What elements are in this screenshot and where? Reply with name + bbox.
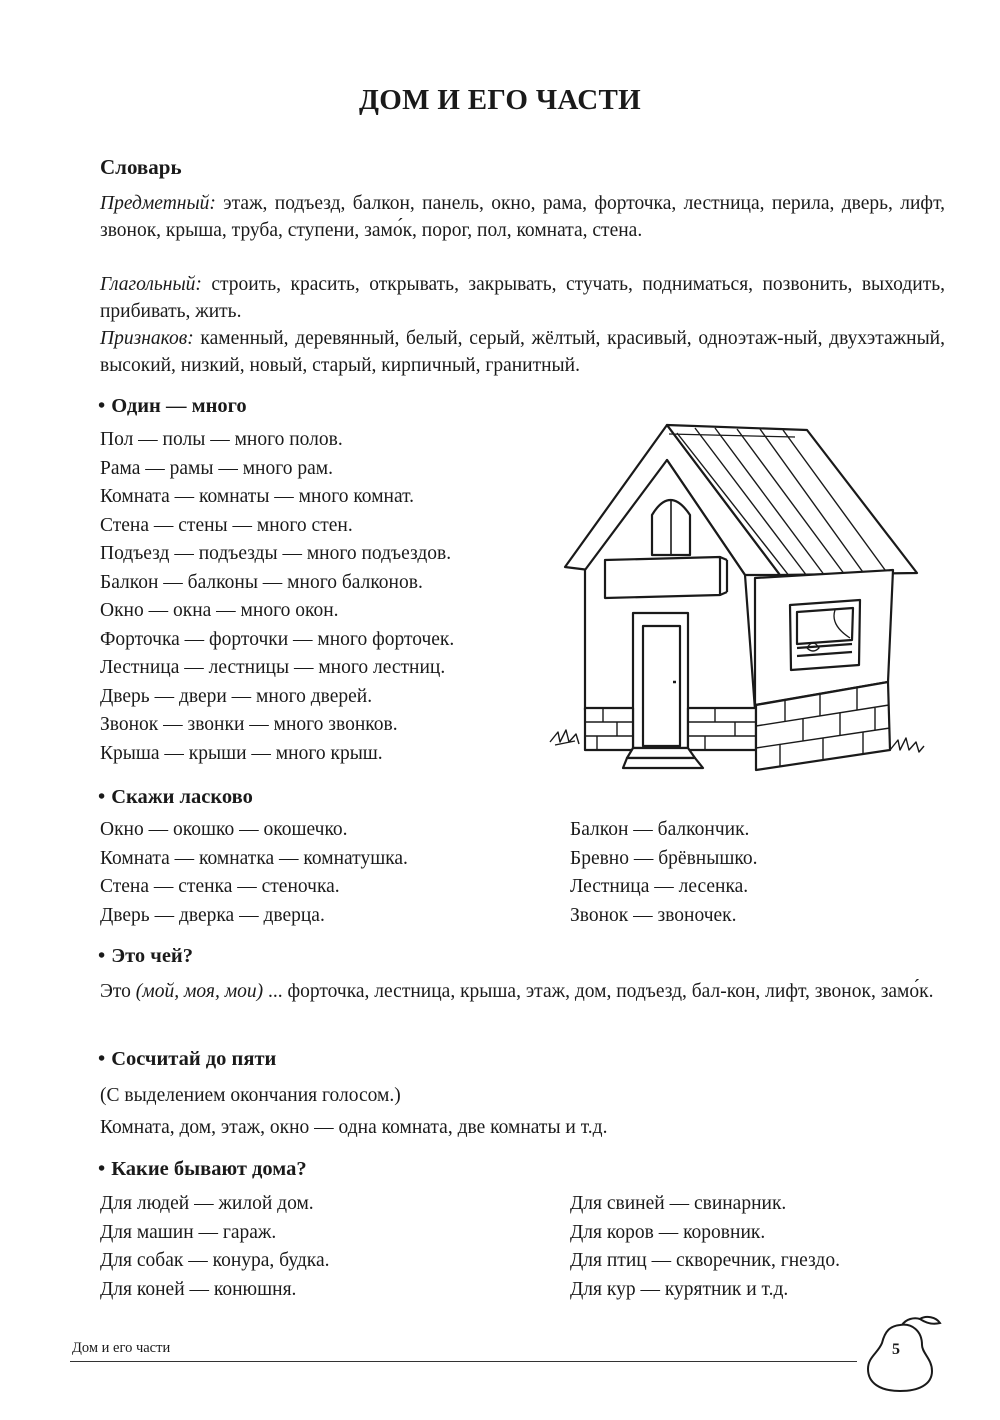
list-item: Для коров — коровник.: [570, 1221, 766, 1243]
affectionate-left: [100, 816, 408, 930]
vocab-heading: Словарь: [100, 155, 182, 179]
list-item: Для коней — конюшня.: [100, 1278, 297, 1300]
count-heading: • Сосчитай до пяти: [98, 1048, 277, 1070]
one-many-heading: • Один — много: [98, 395, 247, 417]
list-item: Дверь — двери — много дверей.: [100, 685, 373, 707]
vocab-attr-text: каменный, деревянный, белый, серый, жёлтый, красивый, одноэтаж-ный, двухэтажный, высокий, низкий, новый, старый, кирпичный, гранитный.: [100, 328, 945, 376]
vocab-subject: [100, 190, 945, 244]
list-item: Лестница — лестницы — много лестниц.: [100, 657, 446, 678]
list-item: Для кур — курятник и т.д.: [570, 1278, 789, 1300]
list-item: Пол — полы — много полов.: [100, 429, 343, 450]
list-item: Окно — окна — много окон.: [100, 600, 339, 621]
houses-left: [100, 1190, 330, 1304]
list-item: Звонок — звонки — много звонков.: [100, 714, 398, 735]
footer-divider: [70, 1361, 857, 1362]
list-item: Комната — комнатка — комнатушка.: [100, 847, 408, 869]
vocab-subject-label: Предметный:: [100, 193, 216, 214]
list-item: Подъезд — подъезды — много подъездов.: [100, 543, 452, 564]
vocab-verb-label: Глагольный:: [100, 274, 202, 295]
list-item: Балкон — балконы — много балконов.: [100, 571, 423, 593]
whose-heading: • Это чей?: [98, 945, 193, 967]
houses-heading: • Какие бывают дома?: [98, 1158, 307, 1180]
house-illustration: [545, 420, 945, 800]
list-item: Окно — окошко — окошечко.: [100, 819, 348, 840]
list-item: Стена — стены — много стен.: [100, 514, 353, 536]
list-item: Звонок — звоночек.: [570, 904, 737, 926]
list-item: Комната — комнаты — много комнат.: [100, 486, 415, 507]
vocab-verb-text: строить, красить, открывать, закрывать, стучать, подниматься, позвонить, выходить, прибивать, жить.: [100, 274, 945, 322]
list-item: Для собак — конура, будка.: [100, 1250, 330, 1271]
list-item: Лестница — лесенка.: [570, 876, 749, 897]
vocab-verb: [100, 271, 945, 325]
vocab-attr-label: Признаков:: [100, 328, 194, 349]
houses-right: [570, 1190, 840, 1304]
list-item: Для птиц — скворечник, гнездо.: [570, 1250, 840, 1271]
list-item: Крыша — крыши — много крыш.: [100, 742, 383, 764]
list-item: Балкон — балкончик.: [570, 819, 750, 840]
vocab-subject-text: этаж, подъезд, балкон, панель, окно, рама, форточка, лестница, перила, дверь, лифт, звонок, крыша, труба, ступени, замо́к, порог, пол, комната, стена.: [100, 193, 945, 241]
list-item: Стена — стенка — стеночка.: [100, 876, 340, 897]
list-item: Дверь — дверка — дверца.: [100, 904, 325, 926]
affectionate-right: [570, 816, 757, 930]
list-item: Рама — рамы — много рам.: [100, 457, 333, 479]
count-text: Комната, дом, этаж, окно — одна комната, две комнаты и т.д.: [100, 1117, 608, 1138]
count-note: (С выделением окончания голосом.): [100, 1085, 401, 1106]
one-many-list: [100, 426, 454, 768]
vocab-attr: [100, 325, 945, 379]
count-body: [100, 1080, 607, 1144]
page-title: ДОМ И ЕГО ЧАСТИ: [359, 84, 641, 116]
list-item: Для свиней — свинарник.: [570, 1193, 787, 1214]
list-item: Бревно — брёвнышко.: [570, 847, 758, 869]
footer-section-title: Дом и его части: [72, 1340, 171, 1356]
list-item: Для людей — жилой дом.: [100, 1193, 314, 1214]
whose-hint: (мой, моя, мои): [135, 981, 264, 1002]
affectionate-heading: • Скажи ласково: [98, 786, 253, 808]
whose-text: Это (мой, моя, мои) ... форточка, лестница, крыша, этаж, дом, подъезд, бал-кон, лифт, звонок, замо́к.: [100, 981, 934, 1002]
page-number: 5: [892, 1341, 900, 1358]
list-item: Для машин — гараж.: [100, 1221, 277, 1243]
list-item: Форточка — форточки — много форточек.: [100, 628, 455, 650]
